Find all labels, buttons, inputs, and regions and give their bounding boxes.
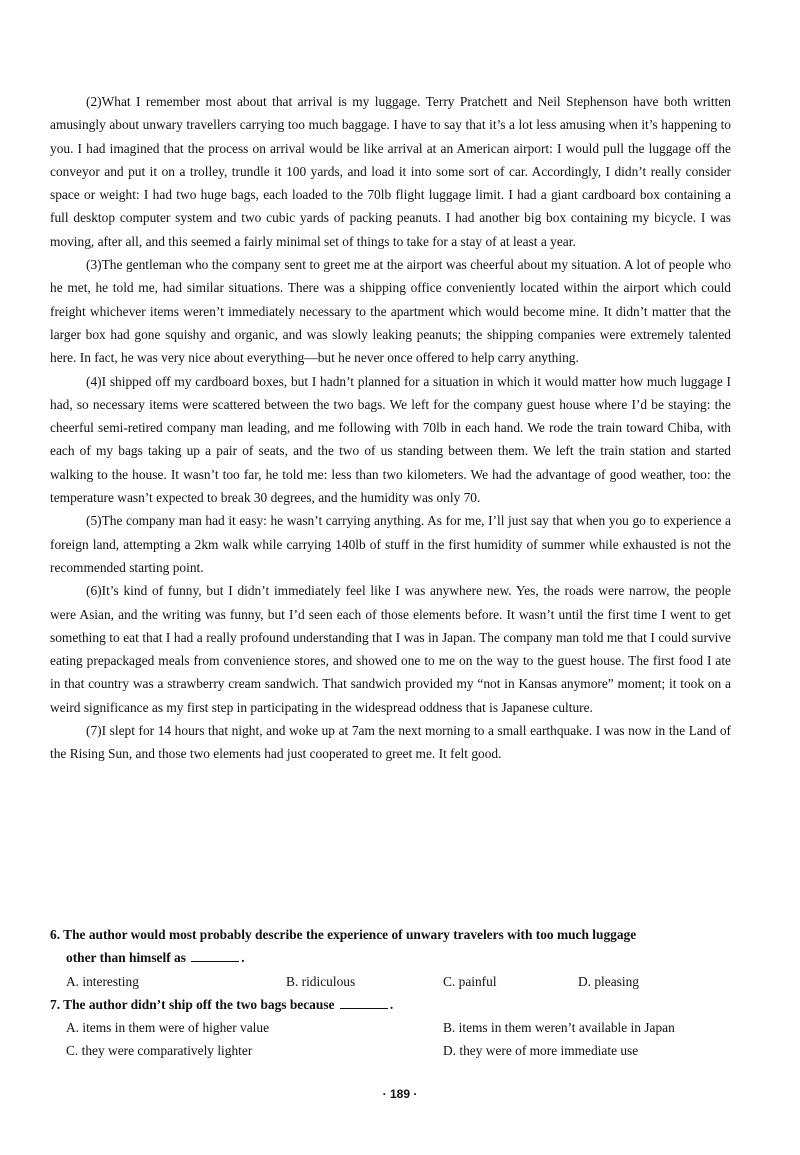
question-7-stem-end: . xyxy=(389,996,394,1012)
question-6 xyxy=(50,923,731,993)
option-d: D. they were of more immediate use xyxy=(443,1043,639,1059)
question-6-stem xyxy=(50,923,731,970)
paragraph-2: (2)What I remember most about that arrival is my luggage. Terry Pratchett and Neil Stephenson have both written amusingly about unwary travellers carrying too much baggage. I have to say that it’s a lot less amusing when it’s happening to you. I had imagined that the process on arrival would be like arrival at an American airport: I would pull the luggage off the conveyor and put it on a trolley, trundle it 100 yards, and load it into some sort of car. Accordingly, I didn’t really consider space or weight: I had two huge bags, each loaded to the 70lb flight luggage limit. I had a giant cardboard box containing a full desktop computer system and two cubic yards of packing peanuts. I had another big box containing my bicycle. I was moving, after all, and this seemed a fairly minimal set of things to take for a stay of at least a year. xyxy=(50,94,731,249)
paragraph-6: (6)It’s kind of funny, but I didn’t immediately feel like I was anywhere new. Yes, the roads were narrow, the people were Asian, and the writing was funny, but I’d seen each of those elements before. It wasn’t until the first time I went to get something to eat that I had a really profound understanding that I was in Japan. The company man told me that I could survive eating prepackaged meals from convenience stores, and showed one to me on the way to the guest house. The first food I ate in that country was a strawberry cream sandwich. That sandwich provided my “not in Kansas anymore” moment; it took on a weird significance as my first step in participating in the widespread oddness that is Japanese culture. xyxy=(50,583,731,715)
option-d: D. pleasing xyxy=(578,973,639,989)
answer-blank xyxy=(191,949,239,962)
paragraph-3: (3)The gentleman who the company sent to greet me at the airport was cheerful about my situation. A lot of people who he met, he told me, had similar situations. There was a shipping office conveniently located within the airport which could freight whichever items weren’t immediately necessary to the apartment which would become mine. It didn’t matter that the larger box had gone squishy and organic, and was slowly leaking peanuts; the shipping companies were extremely talented here. In fact, he was very nice about everything—but he never once offered to help carry anything. xyxy=(50,257,731,366)
paragraph-7: (7)I slept for 14 hours that night, and woke up at 7am the next morning to a small earthquake. I was now in the Land of the Rising Sun, and those two elements had just cooperated to greet me. It felt good. xyxy=(50,723,731,762)
question-6-stem-line2: other than himself as xyxy=(66,950,186,966)
paragraph-5: (5)The company man had it easy: he wasn’t carrying anything. As for me, I’ll just say that when you go to experience a foreign land, attempting a 2km walk while carrying 140lb of stuff in the first humidity of summer while exhausted is not the recommended starting point. xyxy=(50,513,731,575)
option-c: C. painful xyxy=(443,973,497,989)
question-6-stem-line1: 6. The author would most probably describe the experience of unwary travelers with too much luggage xyxy=(50,927,637,942)
option-b: B. ridiculous xyxy=(286,973,356,989)
page-number: · 189 · xyxy=(382,1087,418,1101)
question-7-options-row1 xyxy=(50,1016,731,1039)
answer-blank xyxy=(340,996,388,1009)
option-a: A. interesting xyxy=(66,973,139,989)
question-7-options-row2 xyxy=(50,1039,731,1062)
paragraph-4: (4)I shipped off my cardboard boxes, but I hadn’t planned for a situation in which it would matter how much luggage I had, so necessary items were scattered between the two bags. We left for the company guest house where I’d be staying: the cheerful semi-retired company man leading, and me following with 70lb in each hand. We rode the train toward Chiba, with each of my bags taking up a pair of seats, and the two of us standing between them. We left the train station and started walking to the house. It wasn’t too far, he told me: less than two kilometers. We had the advantage of good weather, too: the temperature wasn’t expected to break 30 degrees, and the humidity was only 70. xyxy=(50,373,731,506)
option-c: C. they were comparatively lighter xyxy=(66,1043,253,1059)
option-a: A. items in them were of higher value xyxy=(66,1020,270,1036)
question-section xyxy=(50,923,731,1063)
question-6-options xyxy=(50,970,731,993)
reading-passage xyxy=(50,90,731,766)
question-7 xyxy=(50,993,731,1063)
question-7-stem-line1: 7. The author didn’t ship off the two bags because xyxy=(50,996,335,1012)
question-7-stem xyxy=(50,993,731,1016)
question-6-stem-end: . xyxy=(241,950,245,966)
option-b: B. items in them weren’t available in Japan xyxy=(443,1020,675,1036)
